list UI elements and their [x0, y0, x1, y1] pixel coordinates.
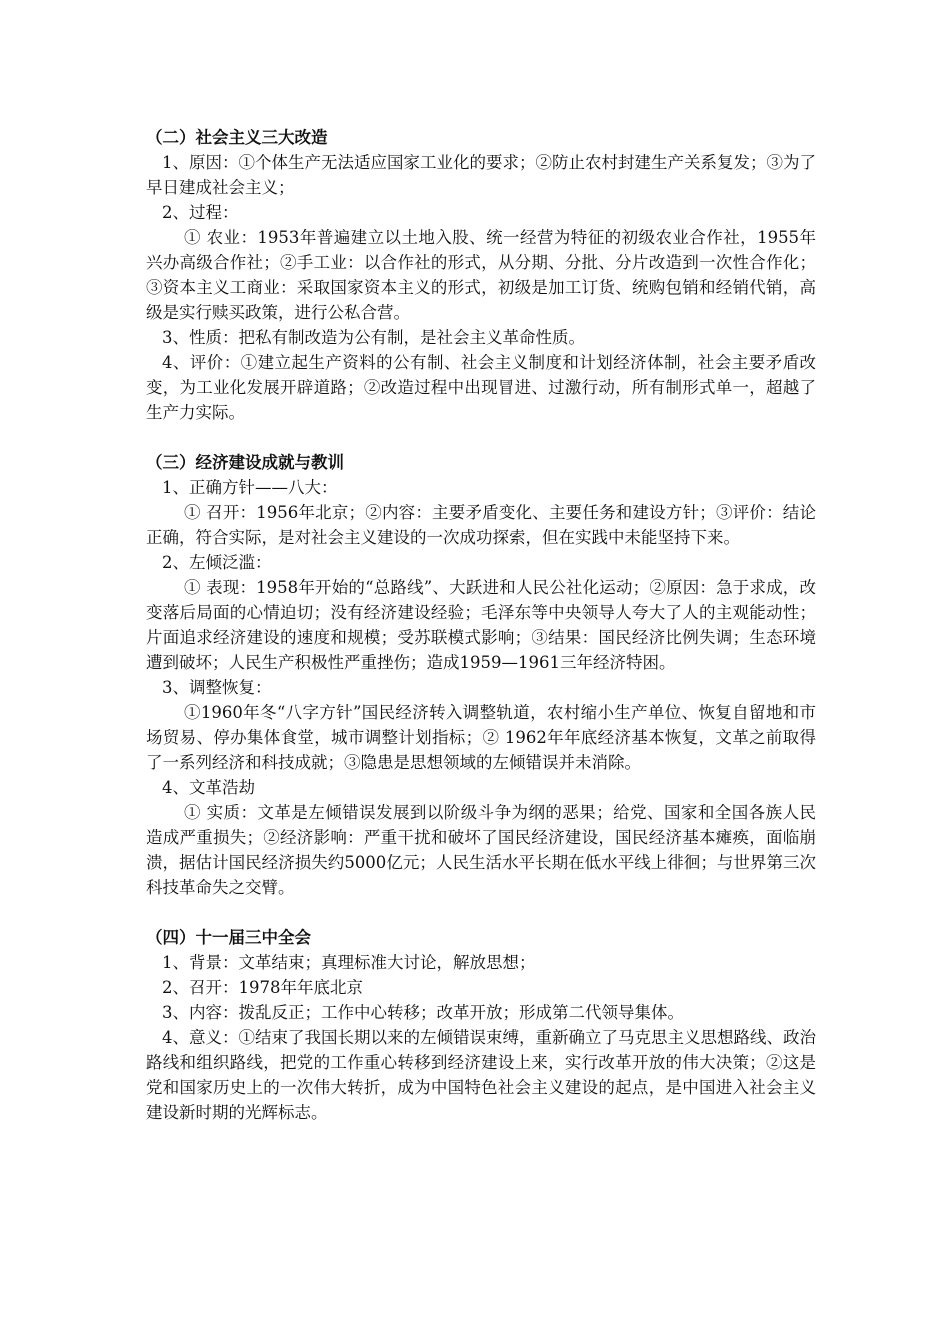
paragraph-leftism-detail: ① 表现：1958年开始的“总路线”、大跃进和人民公社化运动；②原因：急于求成，改变落后局面的心情迫切；没有经济建设经验；毛泽东等中央领导人夸大了人的主观能动性；片面追求经济建设的速度和规模；受苏联模式影响；③结果：国民经济比例失调；生态环境遭到破坏；人民生产积极性严重挫伤；造成1959—1961三年经济特困。	[146, 578, 816, 672]
section-socialist-transformation	[146, 125, 816, 425]
section-heading: （二）社会主义三大改造	[146, 128, 328, 147]
section-heading: （三）经济建设成就与教训	[146, 453, 344, 472]
paragraph-eighth-congress-detail: ① 召开：1956年北京；②内容：主要矛盾变化、主要任务和建设方针；③评价：结论正确，符合实际，是对社会主义建设的一次成功探索，但在实践中未能坚持下来。	[146, 503, 816, 547]
paragraph-content: 3、内容：拨乱反正；工作中心转移；改革开放；形成第二代领导集体。	[162, 1003, 684, 1022]
paragraph-cultural-revolution-detail: ① 实质：文革是左倾错误发展到以阶级斗争为纲的恶果；给党、国家和全国各族人民造成严重损失；②经济影响：严重干扰和破坏了国民经济建设，国民经济基本瘫痪，面临崩溃，据估计国民经济损失约5000亿元；人民生活水平长期在低水平线上徘徊；与世界第三次科技革命失之交臂。	[146, 803, 816, 897]
section-economic-construction	[146, 450, 816, 900]
paragraph-background: 1、背景：文革结束；真理标准大讨论，解放思想；	[162, 953, 536, 972]
paragraph-eighth-congress-label: 1、正确方针——八大：	[162, 478, 338, 497]
document-body	[146, 125, 816, 1150]
paragraph-adjustment-label: 3、调整恢复：	[162, 678, 272, 697]
paragraph-leftism-label: 2、左倾泛滥：	[162, 553, 272, 572]
paragraph-adjustment-detail: ①1960年冬“八字方针”国民经济转入调整轨道，农村缩小生产单位、恢复自留地和市场贸易、停办集体食堂，城市调整计划指标；② 1962年年底经济基本恢复，文革之前取得了一系列经济和科技成就；③隐患是思想领域的左倾错误并未消除。	[146, 703, 816, 772]
paragraph-cultural-revolution-label: 4、文革浩劫	[162, 778, 255, 797]
paragraph-reasons: 1、原因：①个体生产无法适应国家工业化的要求；②防止农村封建生产关系复发；③为了早日建成社会主义；	[146, 153, 816, 197]
paragraph-process-label: 2、过程：	[162, 203, 239, 222]
section-heading: （四）十一届三中全会	[146, 928, 311, 947]
paragraph-nature: 3、性质：把私有制改造为公有制，是社会主义革命性质。	[162, 328, 585, 347]
paragraph-significance: 4、意义：①结束了我国长期以来的左倾错误束缚，重新确立了马克思主义思想路线、政治路线和组织路线，把党的工作重心转移到经济建设上来，实行改革开放的伟大决策；②这是党和国家历史上的一次伟大转折，成为中国特色社会主义建设的起点，是中国进入社会主义建设新时期的光辉标志。	[146, 1028, 816, 1122]
paragraph-convening: 2、召开：1978年年底北京	[162, 978, 363, 997]
section-third-plenum	[146, 925, 816, 1125]
paragraph-evaluation: 4、评价：①建立起生产资料的公有制、社会主义制度和计划经济体制，社会主要矛盾改变，为工业化发展开辟道路；②改造过程中出现冒进、过激行动，所有制形式单一，超越了生产力实际。	[146, 353, 816, 422]
paragraph-process-detail: ① 农业：1953年普遍建立以土地入股、统一经营为特征的初级农业合作社，1955年兴办高级合作社；②手工业：以合作社的形式，从分期、分批、分片改造到一次性合作化；③资本主义工商业：采取国家资本主义的形式，初级是加工订货、统购包销和经销代销，高级是实行赎买政策，进行公私合营。	[146, 228, 816, 322]
